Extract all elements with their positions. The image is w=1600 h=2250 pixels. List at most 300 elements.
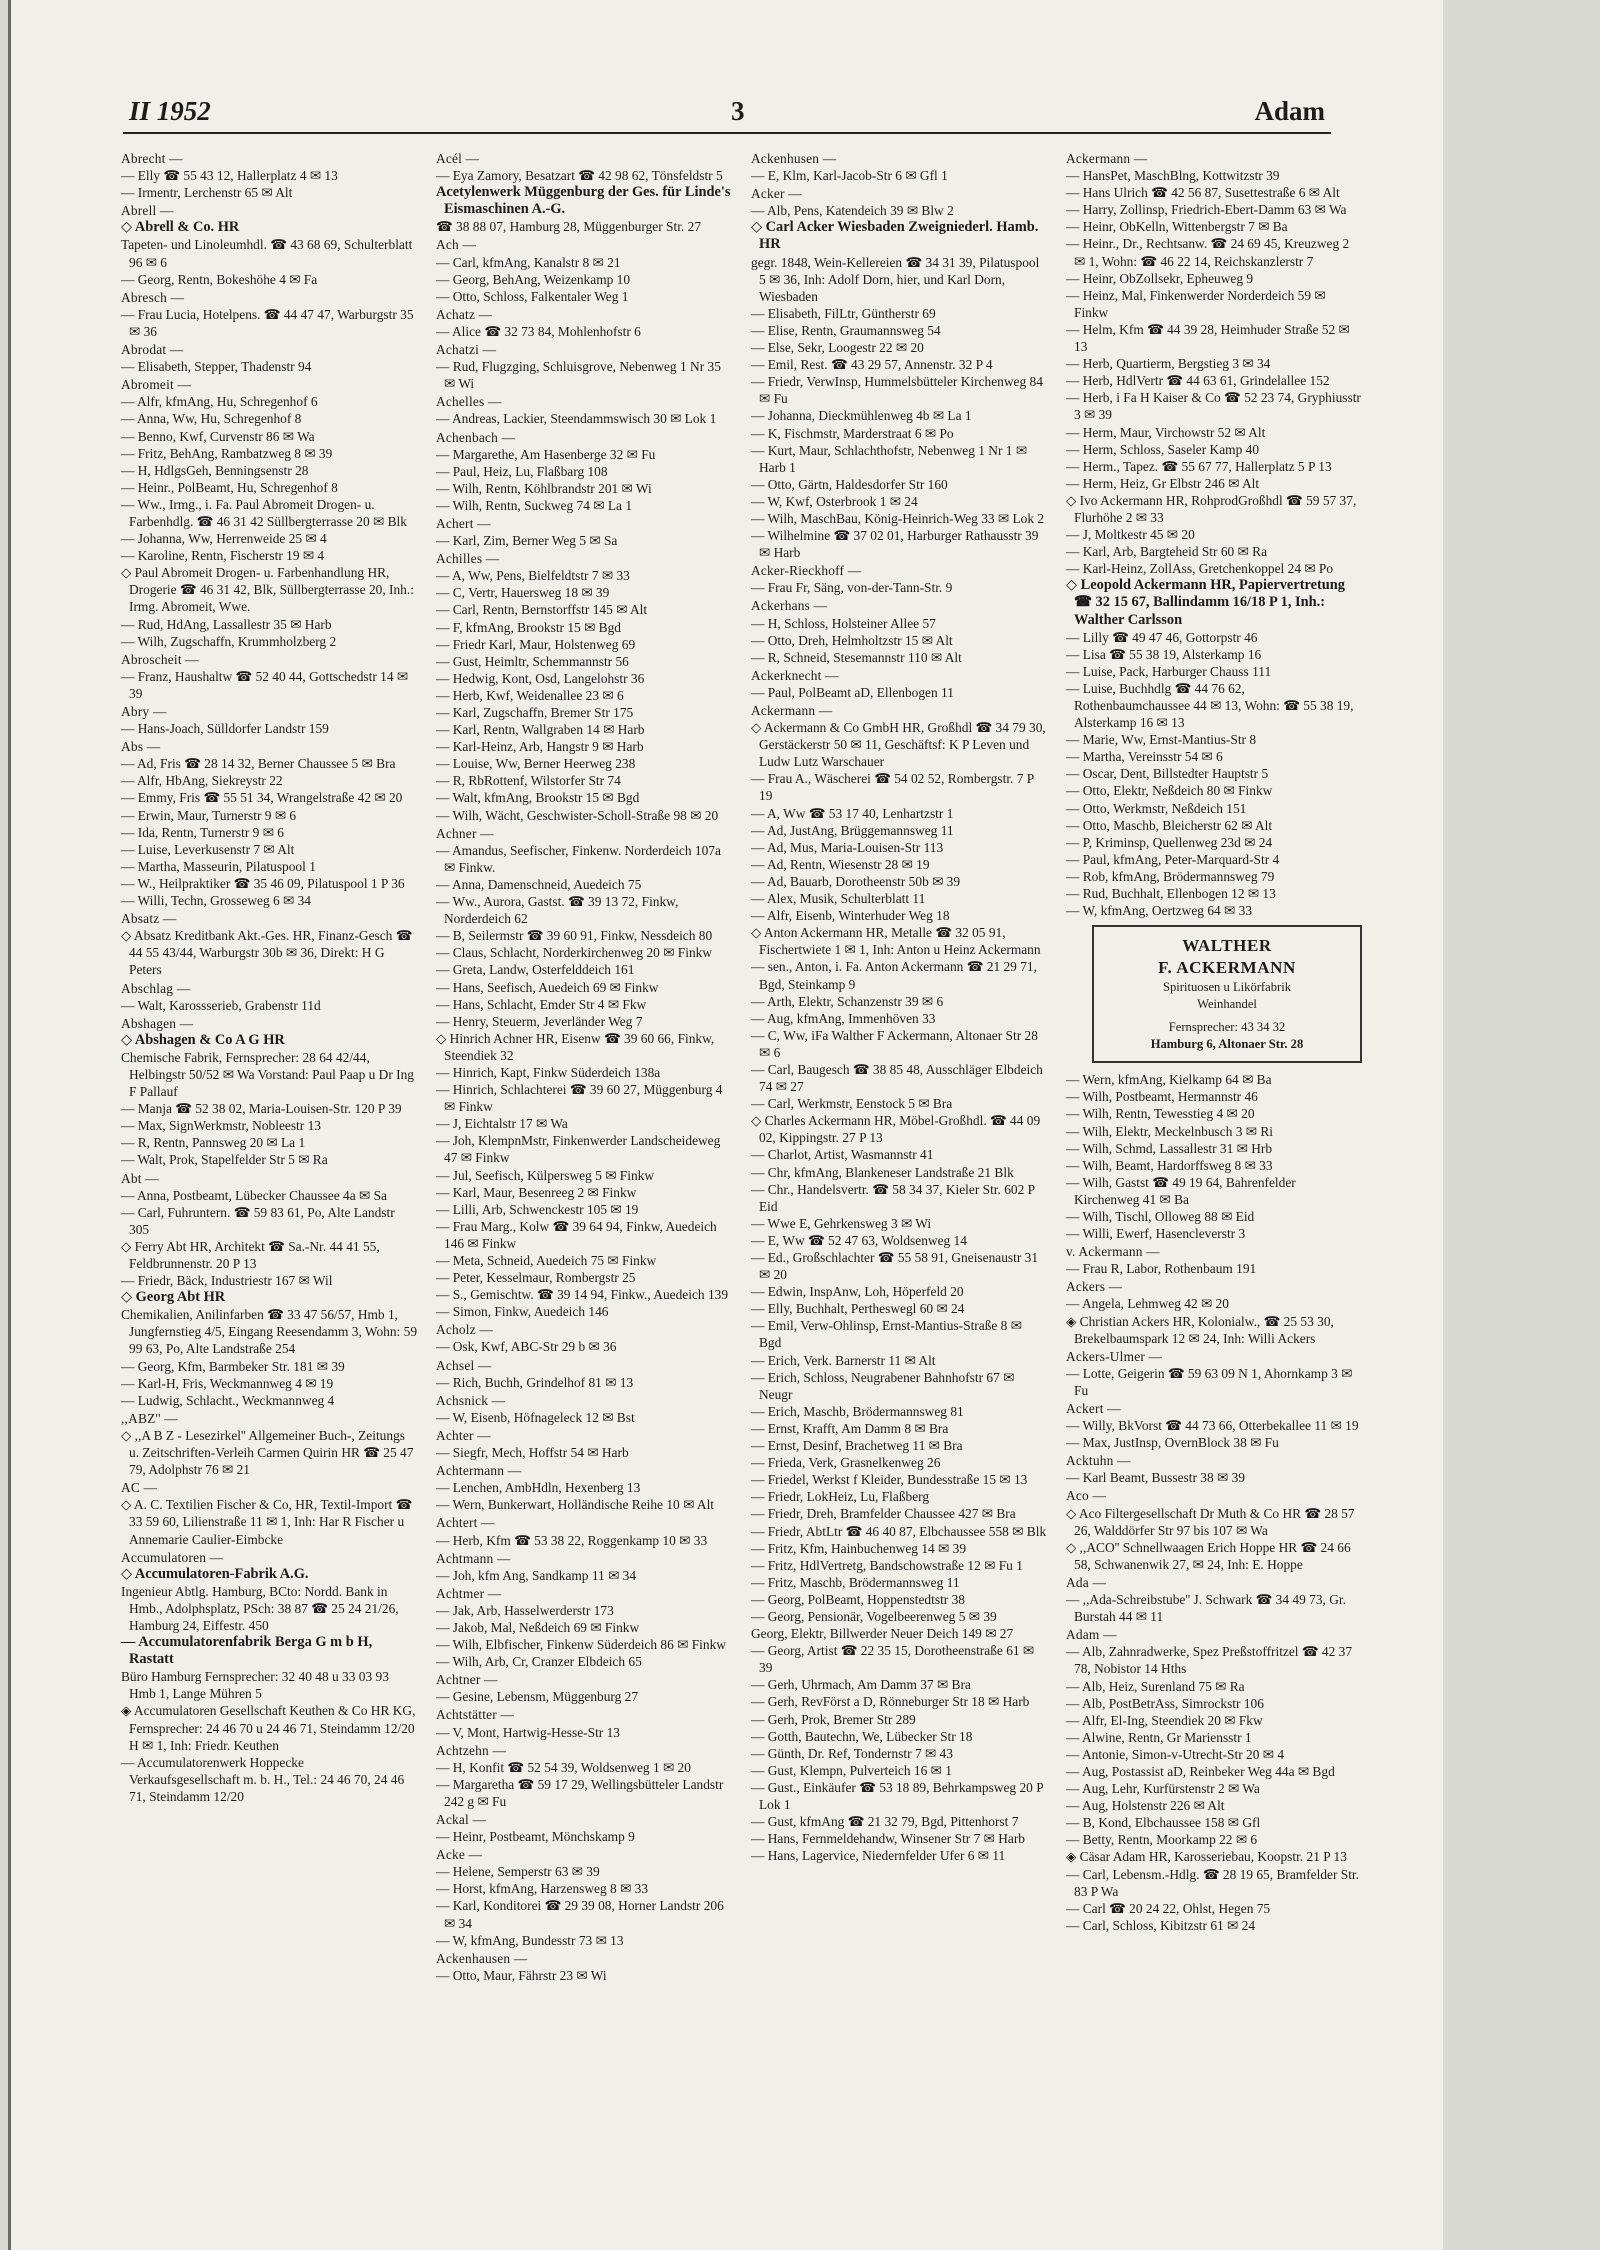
directory-entry: — Herb, HdlVertr ☎ 44 63 61, Grindelallee 152: [1066, 373, 1330, 389]
directory-entry: — Wilh, Zugschaffn, Krummholzberg 2: [121, 633, 337, 649]
directory-entry: — Alice ☎ 32 73 84, Mohlenhofstr 6: [436, 323, 641, 339]
surname-heading: Ackermann —: [751, 703, 833, 718]
directory-entry: — Paul, Heiz, Lu, Flaßbarg 108: [436, 463, 608, 479]
surname-heading: Acél —: [436, 151, 480, 166]
directory-entry: ◇ Ferry Abt HR, Architekt ☎ Sa.-Nr. 44 41 55, Feldbrunnenstr. 20 P 13: [121, 1238, 380, 1271]
directory-entry: — Georg, Kfm, Barmbeker Str. 181 ✉ 39: [121, 1358, 345, 1374]
surname-group: [121, 150, 417, 201]
directory-entry: Georg, Elektr, Billwerder Neuer Deich 149 ✉ 27: [751, 1626, 1014, 1642]
directory-entry: — Fritz, Kfm, Hainbuchenweg 14 ✉ 39: [751, 1540, 967, 1556]
surname-group: [751, 562, 1047, 596]
surname-group: [1066, 1452, 1362, 1486]
directory-entry: ◇ Ackermann & Co GmbH HR, Großhdl ☎ 34 79 30, Gerstäckerstr 50 ✉ 11, Geschäftsf: K P Leven und Ludw Lutz Warschauer: [751, 720, 1046, 770]
directory-entry: — Friedr, Bäck, Industriestr 167 ✉ Wil: [121, 1273, 333, 1289]
directory-entry: — Gust, Heimltr, Schemmannstr 56: [436, 653, 629, 669]
directory-entry: — Franz, Haushaltw ☎ 52 40 44, Gottschedstr 14 ✉ 39: [121, 668, 409, 701]
directory-entry: — Margaretha ☎ 59 17 29, Wellingsbütteler Landstr 242 g ✉ Fu: [436, 1776, 724, 1809]
directory-entry: — K, Fischmstr, Marderstraat 6 ✉ Po: [751, 425, 954, 441]
directory-entry: — Joh, kfm Ang, Sandkamp 11 ✉ 34: [436, 1567, 637, 1583]
directory-entry: — Charlot, Artist, Wasmannstr 41: [751, 1147, 934, 1163]
directory-entry: — Margarethe, Am Hasenberge 32 ✉ Fu: [436, 446, 656, 462]
directory-entry: — Wilh, Beamt, Hardorffsweg 8 ✉ 33: [1066, 1157, 1273, 1173]
directory-entry: — Walt, Karossserieb, Grabenstr 11d: [121, 997, 321, 1013]
surname-heading: Abresch —: [121, 289, 185, 305]
directory-entry: — Friedr, LokHeiz, Lu, Flaßberg: [751, 1489, 930, 1505]
directory-entry: ◇ Paul Abromeit Drogen- u. Farbenhandlung HR, Drogerie ☎ 46 31 42, Blk, Süllbergterrasse 20, Inh.: Irmg. Abromeit, Wwe.: [121, 565, 414, 615]
surname-heading: Accumulatoren —: [121, 1549, 224, 1565]
directory-entry: — Herm, Maur, Virchowstr 52 ✉ Alt: [1066, 424, 1266, 440]
directory-entry: — Wilh, MaschBau, König-Heinrich-Weg 33 ✉ Lok 2: [751, 510, 1045, 526]
directory-entry: — Herm, Heiz, Gr Elbstr 246 ✉ Alt: [1066, 475, 1260, 491]
directory-entry: Chemische Fabrik, Fernsprecher: 28 64 42/44, Helbingstr 50/52 ✉ Wa Vorstand: Paul Paap u Dr Ing F Pallauf: [121, 1049, 414, 1100]
directory-entry: — W., Heilpraktiker ☎ 35 46 09, Pilatuspool 1 P 36: [121, 875, 405, 891]
advertisement-box: [1092, 925, 1362, 1063]
surname-heading: Acke —: [436, 1847, 483, 1863]
directory-entry: — B, Kond, Elbchaussee 158 ✉ Gfl: [1066, 1815, 1261, 1831]
directory-entry: — Willi, Techn, Grosseweg 6 ✉ 34: [121, 893, 311, 909]
surname-heading: Ackenhausen —: [436, 1950, 528, 1966]
directory-column: [1066, 150, 1362, 2230]
surname-heading: ,,ABZ'' —: [121, 1410, 178, 1426]
surname-group: [751, 702, 1047, 1864]
directory-entry: — Hans, Schlacht, Emder Str 4 ✉ Fkw: [436, 996, 647, 1012]
surname-group: [436, 236, 732, 304]
directory-entry: — Otto, Gärtn, Haldesdorfer Str 160: [751, 476, 948, 492]
surname-group: [751, 667, 1047, 701]
directory-entry: — Georg, BehAng, Weizenkamp 10: [436, 271, 631, 287]
directory-entry: — Erich, Schloss, Neugrabener Bahnhofstr 67 ✉ Neugr: [751, 1369, 1015, 1402]
directory-entry: — Wilh, Schmd, Lassallestr 31 ✉ Hrb: [1066, 1140, 1273, 1156]
directory-entry: — Alfr, HbAng, Siekreystr 22: [121, 773, 283, 789]
surname-group: [1066, 1348, 1362, 1399]
directory-entry: ◈ Accumulatoren Gesellschaft Keuthen & Co HR KG, Fernsprecher: 24 46 70 u 24 46 71, Steindamm 12/20 H ✉ 1, Inh: Friedr. Keuthen: [121, 1703, 416, 1753]
surname-group: [436, 1427, 732, 1461]
directory-entry: — Gerh, Uhrmach, Am Damm 37 ✉ Bra: [751, 1677, 971, 1693]
directory-entry: — Karl, Rentn, Wallgraben 14 ✉ Harb: [436, 722, 645, 738]
directory-entry: — Friedr, AbtLtr ☎ 46 40 87, Elbchaussee 558 ✉ Blk: [751, 1523, 1047, 1539]
directory-entry: — Wilh, Elektr, Meckelnbusch 3 ✉ Ri: [1066, 1123, 1274, 1139]
directory-entry: — Emil, Verw-Ohlinsp, Ernst-Mantius-Straße 8 ✉ Bgd: [751, 1318, 1022, 1351]
directory-entry: — Alex, Musik, Schulterblatt 11: [751, 891, 926, 907]
directory-entry: — C, Ww, iFa Walther F Ackermann, Altonaer Str 28 ✉ 6: [751, 1027, 1038, 1060]
directory-entry: — Benno, Kwf, Curvenstr 86 ✉ Wa: [121, 428, 315, 444]
surname-heading: Achelles —: [436, 394, 502, 410]
directory-entry: ◇ A. C. Textilien Fischer & Co, HR, Textil-Import ☎ 33 59 60, Lilienstraße 11 ✉ 1, Inh: Har R Fischer u Annemarie Caulier-Eimbcke: [121, 1497, 413, 1547]
directory-entry: — Friedr, VerwInsp, Hummelsbütteler Kirchenweg 84 ✉ Fu: [751, 374, 1043, 407]
surname-heading: Abschlag —: [121, 980, 191, 996]
directory-entry: — Walt, kfmAng, Brookstr 15 ✉ Bgd: [436, 790, 640, 806]
surname-group: [436, 1514, 732, 1548]
ad-text-line: Weinhandel: [1197, 997, 1257, 1012]
directory-entry: — Jak, Arb, Hasselwerderstr 173: [436, 1602, 614, 1618]
surname-heading: Ackers-Ulmer —: [1066, 1348, 1163, 1364]
surname-heading: Abrodat —: [121, 342, 184, 358]
directory-entry: — Alfr, El-Ing, Steendiek 20 ✉ Fkw: [1066, 1712, 1263, 1728]
directory-entry: — Heinr., Dr., Rechtsanw. ☎ 24 69 45, Kreuzweg 2 ✉ 1, Wohn: ☎ 46 22 14, Reichskanzlerstr 7: [1066, 236, 1350, 269]
directory-entry: ◇ ,,ACO'' Schnellwaagen Erich Hoppe HR ☎ 24 66 58, Schwanenwik 27, ✉ 24, Inh: E. Hoppe: [1066, 1539, 1351, 1572]
directory-entry: — Wern, kfmAng, Kielkamp 64 ✉ Ba: [1066, 1072, 1272, 1088]
business-entry: — Accumulatorenfabrik Berga G m b H, Rastatt: [121, 1634, 373, 1668]
directory-entry: — Heinr, Postbeamt, Mönchskamp 9: [436, 1829, 635, 1845]
volume-year: II 1952: [129, 96, 211, 126]
directory-entry: — Carl, Werkmstr, Eenstock 5 ✉ Bra: [751, 1096, 953, 1112]
directory-entry: — Johanna, Dieckmühlenweg 4b ✉ La 1: [751, 408, 972, 424]
directory-entry: — Hans-Joach, Sülldorfer Landstr 159: [121, 721, 329, 737]
surname-group: [121, 980, 417, 1014]
directory-entry: — Wilhelmine ☎ 37 02 01, Harburger Rathausstr 39 ✉ Harb: [751, 528, 1039, 561]
surname-heading: Achtert —: [436, 1515, 495, 1531]
directory-entry: — Rud, HdAng, Lassallestr 35 ✉ Harb: [121, 616, 332, 632]
surname-group: [436, 1811, 732, 1845]
directory-entry: — Amandus, Seefischer, Finkenw. Norderdeich 107a ✉ Finkw.: [436, 842, 721, 875]
surname-heading: Achtmann —: [436, 1550, 511, 1566]
directory-entry: — Max, JustInsp, OvernBlock 38 ✉ Fu: [1066, 1435, 1279, 1451]
surname-heading: Abroscheit —: [121, 651, 199, 667]
directory-entry: — R, RbRottenf, Wilstorfer Str 74: [436, 773, 621, 789]
surname-heading: Achner —: [436, 825, 494, 841]
directory-entry: — Ernst, Krafft, Am Damm 8 ✉ Bra: [751, 1420, 949, 1436]
surname-heading: Ada —: [1066, 1574, 1107, 1590]
directory-entry: — Marie, Ww, Ernst-Mantius-Str 8: [1066, 732, 1257, 748]
directory-entry: — Chr, kfmAng, Blankeneser Landstraße 21 Blk: [751, 1164, 1014, 1180]
directory-entry: ◇ Hinrich Achner HR, Eisenw ☎ 39 60 66, Finkw, Steendiek 32: [436, 1030, 715, 1063]
surname-heading: v. Ackermann —: [1066, 1244, 1160, 1260]
directory-entry: — Paul, PolBeamt aD, Ellenbogen 11: [751, 684, 954, 700]
surname-group: [436, 429, 732, 514]
surname-heading: Ach —: [436, 237, 477, 253]
business-entry: ◇ Accumulatoren-Fabrik A.G.: [121, 1565, 309, 1582]
directory-entry: — Wilh, Elbfischer, Finkenw Süderdeich 86 ✉ Finkw: [436, 1637, 726, 1653]
directory-entry: — Wilh, Rentn, Suckweg 74 ✉ La 1: [436, 497, 633, 513]
business-entry: ◇ Georg Abt HR: [121, 1289, 226, 1306]
directory-entry: — Aug, kfmAng, Immenhöven 33: [751, 1010, 936, 1026]
surname-heading: Abs —: [121, 739, 161, 755]
directory-entry: — Walt, Prok, Stapelfelder Str 5 ✉ Ra: [121, 1152, 328, 1168]
directory-entry: — Rich, Buchh, Grindelhof 81 ✉ 13: [436, 1374, 634, 1390]
directory-entry: — H, Schloss, Holsteiner Allee 57: [751, 615, 936, 631]
surname-group: [436, 1950, 732, 1984]
directory-entry: ◇ Absatz Kreditbank Akt.-Ges. HR, Finanz-Gesch ☎ 44 55 43/44, Warburgstr 30b ✉ 36, Direkt: H G Peters: [121, 928, 413, 978]
surname-heading: Abry —: [121, 704, 167, 719]
directory-entry: — Lenchen, AmbHdln, Hexenberg 13: [436, 1480, 641, 1496]
directory-entry: — Karl, Arb, Bargteheid Str 60 ✉ Ra: [1066, 544, 1268, 560]
directory-entry: — Karl-Heinz, ZollAss, Gretchenkoppel 24 ✉ Po: [1066, 561, 1334, 577]
ad-address-line: Hamburg 6, Altonaer Str. 28: [1150, 1037, 1304, 1052]
directory-entry: — Fritz, HdlVertretg, Bandschowstraße 12 ✉ Fu 1: [751, 1557, 1023, 1573]
surname-heading: Abshagen —: [121, 1015, 194, 1031]
surname-heading: Abrell —: [121, 203, 174, 219]
directory-entry: — Herb, Kfm ☎ 53 38 22, Roggenkamp 10 ✉ 33: [436, 1532, 708, 1548]
surname-heading: Achtzehn —: [436, 1742, 507, 1758]
surname-group: [121, 341, 417, 375]
surname-heading: Achenbach —: [436, 429, 516, 445]
running-head: Adam: [1254, 96, 1325, 126]
directory-entry: — Ad, JustAng, Brüggemannsweg 11: [751, 822, 954, 838]
surname-group: [436, 306, 732, 340]
directory-entry: — Heinr, ObZollsekr, Epheuweg 9: [1066, 270, 1254, 286]
directory-entry: — Karl, Konditorei ☎ 29 39 08, Horner Landstr 206 ✉ 34: [436, 1898, 724, 1931]
surname-group: [1066, 1626, 1362, 1934]
surname-heading: Achilles —: [436, 551, 500, 567]
directory-entry: — Alb, Zahnradwerke, Spez Preßstoffritzel ☎ 42 37 78, Nobistor 14 Hths: [1066, 1644, 1353, 1677]
surname-group: [436, 1671, 732, 1705]
surname-heading: Ackert —: [1066, 1401, 1121, 1416]
directory-entry: — Johanna, Ww, Herrenweide 25 ✉ 4: [121, 531, 327, 547]
directory-entry: — Herb, Kwf, Weidenallee 23 ✉ 6: [436, 687, 624, 703]
directory-entry: — Alb, Pens, Katendeich 39 ✉ Blw 2: [751, 203, 954, 219]
directory-entry: — Wilh, Rentn, Tewesstieg 4 ✉ 20: [1066, 1106, 1255, 1122]
directory-entry: — W, Eisenb, Höfnageleck 12 ✉ Bst: [436, 1409, 635, 1425]
directory-entry: — Otto, Maschb, Bleicherstr 62 ✉ Alt: [1066, 817, 1273, 833]
page-header: [123, 96, 1331, 134]
surname-group: [121, 703, 417, 737]
surname-heading: Achtner —: [436, 1672, 498, 1688]
directory-entry: — Willy, BkVorst ☎ 44 73 66, Otterbekallee 11 ✉ 19: [1066, 1418, 1359, 1434]
directory-entry: — Helm, Kfm ☎ 44 39 28, Heimhuder Straße 52 ✉ 13: [1066, 321, 1350, 355]
directory-entry: — Lilli, Arb, Schwenckestr 105 ✉ 19: [436, 1201, 639, 1217]
directory-entry: — Henry, Steuerm, Jeverländer Weg 7: [436, 1013, 643, 1029]
directory-entry: — H, HdlgsGeh, Benningsenstr 28: [121, 462, 309, 478]
directory-entry: — W, kfmAng, Bundesstr 73 ✉ 13: [436, 1932, 624, 1948]
directory-entry: — Edwin, InspAnw, Loh, Höperfeld 20: [751, 1284, 964, 1300]
surname-group: [121, 910, 417, 978]
directory-entry: — Aug, Postassist aD, Reinbeker Weg 44a ✉ Bgd: [1066, 1763, 1335, 1779]
directory-column: [751, 150, 1047, 2230]
directory-entry: — Georg, PolBeamt, Hoppenstedtstr 38: [751, 1591, 965, 1607]
directory-entry: — Alb, Heiz, Surenland 75 ✉ Ra: [1066, 1678, 1245, 1694]
ad-name-line: WALTHER: [1182, 936, 1272, 956]
directory-entry: — Wwe E, Gehrkensweg 3 ✉ Wi: [751, 1215, 932, 1231]
directory-entry: — Otto, Elektr, Neßdeich 80 ✉ Finkw: [1066, 783, 1273, 799]
directory-entry: ◈ Christian Ackers HR, Kolonialw., ☎ 25 53 30, Brekelbaumspark 12 ✉ 24, Inh: Willi Ackers: [1066, 1313, 1334, 1346]
directory-entry: — Carl ☎ 20 24 22, Ohlst, Hegen 75: [1066, 1900, 1271, 1916]
directory-entry: — Antonie, Simon-v-Utrecht-Str 20 ✉ 4: [1066, 1746, 1285, 1762]
directory-entry: — V, Mont, Hartwig-Hesse-Str 13: [436, 1724, 620, 1740]
surname-heading: Ackal —: [436, 1812, 487, 1827]
directory-entry: — Elly ☎ 55 43 12, Hallerplatz 4 ✉ 13: [121, 168, 338, 184]
directory-entry: gegr. 1848, Wein-Kellereien ☎ 34 31 39, Pilatuspool 5 ✉ 36, Inh: Adolf Dorn, hier, und Karl Dorn, Wiesbaden: [751, 254, 1040, 304]
directory-entry: — Otto, Schloss, Falkentaler Weg 1: [436, 288, 629, 304]
surname-group: [436, 1357, 732, 1391]
surname-heading: Achert —: [436, 515, 491, 531]
directory-entry: — Arth, Elektr, Schanzenstr 39 ✉ 6: [751, 993, 944, 1009]
surname-group: [436, 550, 732, 824]
surname-heading: Achtstätter —: [436, 1707, 515, 1723]
directory-entry: — Chr., Handelsvertr. ☎ 58 34 37, Kieler Str. 602 P Eid: [751, 1181, 1035, 1214]
directory-entry: — Karl, Zugschaffn, Bremer Str 175: [436, 705, 634, 720]
directory-entry: ◇ Aco Filtergesellschaft Dr Muth & Co HR ☎ 28 57 26, Walddörfer Str 97 bis 107 ✉ Wa: [1066, 1505, 1355, 1538]
directory-entry: — Irmentr, Lerchenstr 65 ✉ Alt: [121, 185, 293, 201]
directory-entry: — Alb, PostBetrAss, Simrockstr 106: [1066, 1695, 1264, 1711]
directory-entry: — Hans, Seefisch, Auedeich 69 ✉ Finkw: [436, 979, 659, 995]
directory-entry: — Helene, Semperstr 63 ✉ 39: [436, 1864, 600, 1880]
directory-entry: — Harry, Zollinsp, Friedrich-Ebert-Damm 63 ✉ Wa: [1066, 202, 1347, 218]
directory-entry: — C, Vertr, Hauersweg 18 ✉ 39: [436, 585, 610, 601]
directory-entry: — Herm, Schloss, Saseler Kamp 40: [1066, 441, 1260, 457]
surname-heading: Ackerknecht —: [751, 667, 839, 683]
surname-heading: Achatz —: [436, 306, 493, 322]
directory-entry: — J, Moltkestr 45 ✉ 20: [1066, 527, 1195, 543]
directory-entry: — Carl, Baugesch ☎ 38 85 48, Ausschläger Elbdeich 74 ✉ 27: [751, 1061, 1043, 1095]
directory-entry: — Erwin, Maur, Turnerstr 9 ✉ 6: [121, 807, 297, 823]
directory-entry: — Carl, Schloss, Kibitzstr 61 ✉ 24: [1066, 1917, 1256, 1933]
directory-entry: — Elly, Buchhalt, Pertheswegl 60 ✉ 24: [751, 1301, 965, 1317]
directory-entry: — Simon, Finkw, Auedeich 146: [436, 1304, 609, 1320]
surname-heading: Abrecht —: [121, 151, 183, 166]
directory-entry: — Karl, Maur, Besenreeg 2 ✉ Finkw: [436, 1184, 637, 1200]
directory-entry: — Karoline, Rentn, Fischerstr 19 ✉ 4: [121, 548, 325, 564]
directory-entry: — Lilly ☎ 49 47 46, Gottorpstr 46: [1066, 629, 1258, 645]
surname-group: [436, 1742, 732, 1810]
directory-entry: — Carl, Lebensm.-Hdlg. ☎ 28 19 65, Bramfelder Str. 83 P Wa: [1066, 1866, 1359, 1899]
directory-entry: — Max, SignWerkmstr, Nobleestr 13: [121, 1118, 321, 1134]
surname-heading: Ackerhans —: [751, 598, 828, 614]
directory-entry: — Meta, Schneid, Auedeich 75 ✉ Finkw: [436, 1253, 657, 1268]
surname-group: [121, 202, 417, 287]
directory-entry: — Anna, Ww, Hu, Schregenhof 8: [121, 411, 302, 427]
ad-text-line: Spirituosen u Likörfabrik: [1162, 980, 1292, 995]
surname-group: [121, 1170, 417, 1409]
directory-entry: — Elisabeth, Stepper, Thadenstr 94: [121, 359, 312, 375]
directory-entry: — Ad, Rentn, Wiesenstr 28 ✉ 19: [751, 856, 930, 872]
surname-heading: Acholz —: [436, 1322, 494, 1338]
directory-entry: — S., Gemischtw. ☎ 39 14 94, Finkw., Auedeich 139: [436, 1287, 729, 1303]
directory-entry: — Joh, KlempnMstr, Finkenwerder Landscheideweg 47 ✉ Finkw: [436, 1133, 721, 1166]
directory-entry: — Lotte, Geigerin ☎ 59 63 09 N 1, Ahornkamp 3 ✉ Fu: [1066, 1365, 1353, 1398]
directory-entry: — Martha, Masseurin, Pilatuspool 1: [121, 858, 316, 874]
directory-entry: — Angela, Lehmweg 42 ✉ 20: [1066, 1296, 1229, 1312]
directory-entry: — Fritz, Maschb, Brödermannsweg 11: [751, 1574, 960, 1590]
directory-entry: — Oscar, Dent, Billstedter Hauptstr 5: [1066, 766, 1269, 782]
directory-entry: — Carl, Rentn, Bernstorffstr 145 ✉ Alt: [436, 602, 648, 618]
page-number: 3: [731, 96, 745, 126]
directory-entry: — E, Ww ☎ 52 47 63, Woldsenweg 14: [751, 1232, 967, 1248]
directory-entry: — Luise, Pack, Harburger Chauss 111: [1066, 663, 1272, 679]
directory-entry: — Lisa ☎ 55 38 19, Alsterkamp 16: [1066, 646, 1262, 662]
directory-entry: — Georg, Artist ☎ 22 35 15, Dorotheenstraße 61 ✉ 39: [751, 1643, 1035, 1676]
surname-group: [121, 289, 417, 340]
surname-group: [751, 597, 1047, 665]
directory-entry: Ingenieur Abtlg. Hamburg, BCto: Nordd. Bank in Hmb., Adolphsplatz, PSch: 38 87 ☎ 25 24 21/26, Hamburg 24, Eiffestr. 450: [121, 1583, 399, 1633]
directory-entry: — Luise, Leverkusenstr 7 ✉ Alt: [121, 841, 295, 857]
directory-entry: — Kurt, Maur, Schlachthofstr, Nebenweg 1 Nr 1 ✉ Harb 1: [751, 442, 1028, 475]
directory-entry: — Alwine, Rentn, Gr Mariensstr 1: [1066, 1729, 1252, 1745]
directory-entry: — ,,Ada-Schreibstube'' J. Schwark ☎ 34 49 73, Gr. Burstah 44 ✉ 11: [1066, 1592, 1346, 1625]
directory-entry: — Aug, Lehr, Kurfürstenstr 2 ✉ Wa: [1066, 1781, 1260, 1797]
surname-heading: Achatzi —: [436, 342, 497, 358]
directory-entry: — Accumulatorenwerk Hoppecke Verkaufsgesellschaft m. b. H., Tel.: 24 46 70, 24 46 71, Steindamm 12/20: [121, 1754, 405, 1804]
directory-entry: — Frau R, Labor, Rothenbaum 191: [1066, 1261, 1257, 1277]
directory-entry: — R, Schneid, Stesemannstr 110 ✉ Alt: [751, 649, 962, 665]
directory-entry: — Wilh, Postbeamt, Hermannstr 46: [1066, 1089, 1258, 1105]
directory-entry: — Willi, Ewerf, Hasencleverstr 3: [1066, 1226, 1246, 1242]
directory-entry: — J, Eichtalstr 17 ✉ Wa: [436, 1116, 568, 1132]
directory-entry: — Friedr, Dreh, Bramfelder Chaussee 427 ✉ Bra: [751, 1506, 1016, 1522]
directory-entry: Büro Hamburg Fernsprecher: 32 40 48 u 33 03 93 Hmb 1, Lange Mühren 5: [121, 1669, 389, 1702]
directory-entry: — A, Ww ☎ 53 17 40, Lenhartzstr 1: [751, 805, 954, 821]
directory-entry: — Eya Zamory, Besatzart ☎ 42 98 62, Tönsfeldstr 5: [436, 168, 723, 184]
directory-entry: — Gust, kfmAng ☎ 21 32 79, Bgd, Pittenhorst 7: [751, 1814, 1019, 1830]
directory-entry: — Jul, Seefisch, Külpersweg 5 ✉ Finkw: [436, 1167, 655, 1183]
directory-entry: — Frau Fr, Säng, von-der-Tann-Str. 9: [751, 580, 953, 596]
directory-entry: — Ad, Mus, Maria-Louisen-Str 113: [751, 839, 944, 855]
directory-entry: — E, Klm, Karl-Jacob-Str 6 ✉ Gfl 1: [751, 168, 948, 184]
surname-group: [121, 738, 417, 909]
business-entry: ◇ Leopold Ackermann HR, Papiervertretung ☎ 32 15 67, Ballindamm 16/18 P 1, Inh.: Walther Carlsson: [1066, 577, 1346, 628]
directory-entry: — A, Ww, Pens, Bielfeldtstr 7 ✉ 33: [436, 568, 630, 584]
directory-entry: — Peter, Kesselmaur, Rombergstr 25: [436, 1270, 636, 1286]
surname-heading: Abt —: [121, 1170, 159, 1186]
directory-entry: — Erich, Verk. Barnerstr 11 ✉ Alt: [751, 1352, 936, 1368]
directory-entry: Tapeten- und Linoleumhdl. ☎ 43 68 69, Schulterblatt 96 ✉ 6: [121, 237, 413, 270]
directory-entry: — Wilh, Rentn, Köhlbrandstr 201 ✉ Wi: [436, 480, 652, 496]
directory-entry: ☎ 38 88 07, Hamburg 28, Müggenburger Str. 27: [436, 219, 702, 235]
ad-phone-line: Fernsprecher: 43 34 32: [1168, 1020, 1286, 1035]
directory-entry: — Erich, Maschb, Brödermannsweg 81: [751, 1403, 964, 1419]
directory-columns: [121, 150, 1361, 2230]
surname-group: [751, 150, 1047, 184]
directory-entry: — Louise, Ww, Berner Heerweg 238: [436, 756, 636, 772]
surname-group: [436, 1462, 732, 1513]
directory-entry: — Horst, kfmAng, Harzensweg 8 ✉ 33: [436, 1881, 649, 1897]
directory-entry: — Ernst, Desinf, Brachetweg 11 ✉ Bra: [751, 1438, 963, 1454]
directory-entry: — Friedr Karl, Maur, Holstenweg 69: [436, 636, 636, 652]
directory-page: [8, 0, 1443, 2250]
directory-entry: — Aug, Holstenstr 226 ✉ Alt: [1066, 1798, 1225, 1814]
directory-entry: — R, Rentn, Pannsweg 20 ✉ La 1: [121, 1135, 306, 1151]
directory-entry: — sen., Anton, i. Fa. Anton Ackermann ☎ 21 29 71, Bgd, Steinkamp 9: [751, 959, 1037, 992]
surname-group: [436, 1392, 732, 1426]
directory-entry: — H, Konfit ☎ 52 54 39, Woldsenweg 1 ✉ 20: [436, 1759, 691, 1775]
surname-group: [436, 341, 732, 392]
surname-group: [1066, 1400, 1362, 1451]
directory-entry: — Rud, Flugzging, Schluisgrove, Nebenweg 1 Nr 35 ✉ Wi: [436, 359, 721, 392]
directory-entry: — F, kfmAng, Brookstr 15 ✉ Bgd: [436, 619, 621, 635]
directory-entry: — Greta, Landw, Osterfelddeich 161: [436, 962, 635, 978]
surname-heading: Acker-Rieckhoff —: [751, 563, 862, 579]
directory-entry: — Heinr, ObKelln, Wittenbergstr 7 ✉ Ba: [1066, 219, 1288, 235]
surname-group: [436, 393, 732, 427]
directory-entry: — Wern, Bunkerwart, Holländische Reihe 10 ✉ Alt: [436, 1497, 715, 1513]
directory-entry: — Frieda, Verk, Grasnelkenweg 26: [751, 1455, 941, 1471]
surname-heading: Achsel —: [436, 1357, 492, 1373]
directory-entry: — Hans, Fernmeldehandw, Winsener Str 7 ✉ Harb: [751, 1831, 1025, 1847]
surname-group: [1066, 1243, 1362, 1277]
directory-column: [436, 150, 732, 2230]
surname-heading: Acker —: [751, 186, 802, 202]
surname-group: [121, 1015, 417, 1169]
directory-entry: — Georg, Pensionär, Vogelbeerenweg 5 ✉ 39: [751, 1608, 997, 1624]
directory-entry: — Ww., Aurora, Gastst. ☎ 39 13 72, Finkw, Norderdeich 62: [436, 894, 679, 927]
directory-entry: — Elisabeth, FilLtr, Güntherstr 69: [751, 305, 936, 321]
directory-entry: — Friedel, Werkst f Kleider, Bundesstraße 15 ✉ 13: [751, 1472, 1028, 1488]
directory-entry: — Hans Ulrich ☎ 42 56 87, Susettestraße 6 ✉ Alt: [1066, 185, 1340, 201]
business-entry: ◇ Abshagen & Co A G HR: [121, 1031, 285, 1048]
directory-entry: — Paul, kfmAng, Peter-Marquard-Str 4: [1066, 851, 1280, 867]
surname-heading: Ackermann —: [1066, 151, 1148, 166]
directory-column: [121, 150, 417, 2230]
directory-entry: — Carl, Fuhruntern. ☎ 59 83 61, Po, Alte Landstr 305: [121, 1204, 395, 1237]
directory-entry: — Andreas, Lackier, Steendammswisch 30 ✉ Lok 1: [436, 411, 717, 427]
surname-heading: Achtmer —: [436, 1585, 502, 1601]
directory-entry: — Rob, kfmAng, Brödermannsweg 79: [1066, 868, 1275, 884]
directory-entry: — Heinz, Mal, Finkenwerder Norderdeich 59 ✉ Finkw: [1066, 287, 1326, 320]
directory-entry: — Ad, Bauarb, Dorotheenstr 50b ✉ 39: [751, 873, 961, 889]
directory-entry: — Emmy, Fris ☎ 55 51 34, Wrangelstraße 42 ✉ 20: [121, 790, 403, 806]
directory-entry: — Gotth, Bautechn, We, Lübecker Str 18: [751, 1728, 973, 1744]
surname-group: [1066, 1278, 1362, 1346]
directory-entry: — Ida, Rentn, Turnerstr 9 ✉ 6: [121, 824, 284, 840]
